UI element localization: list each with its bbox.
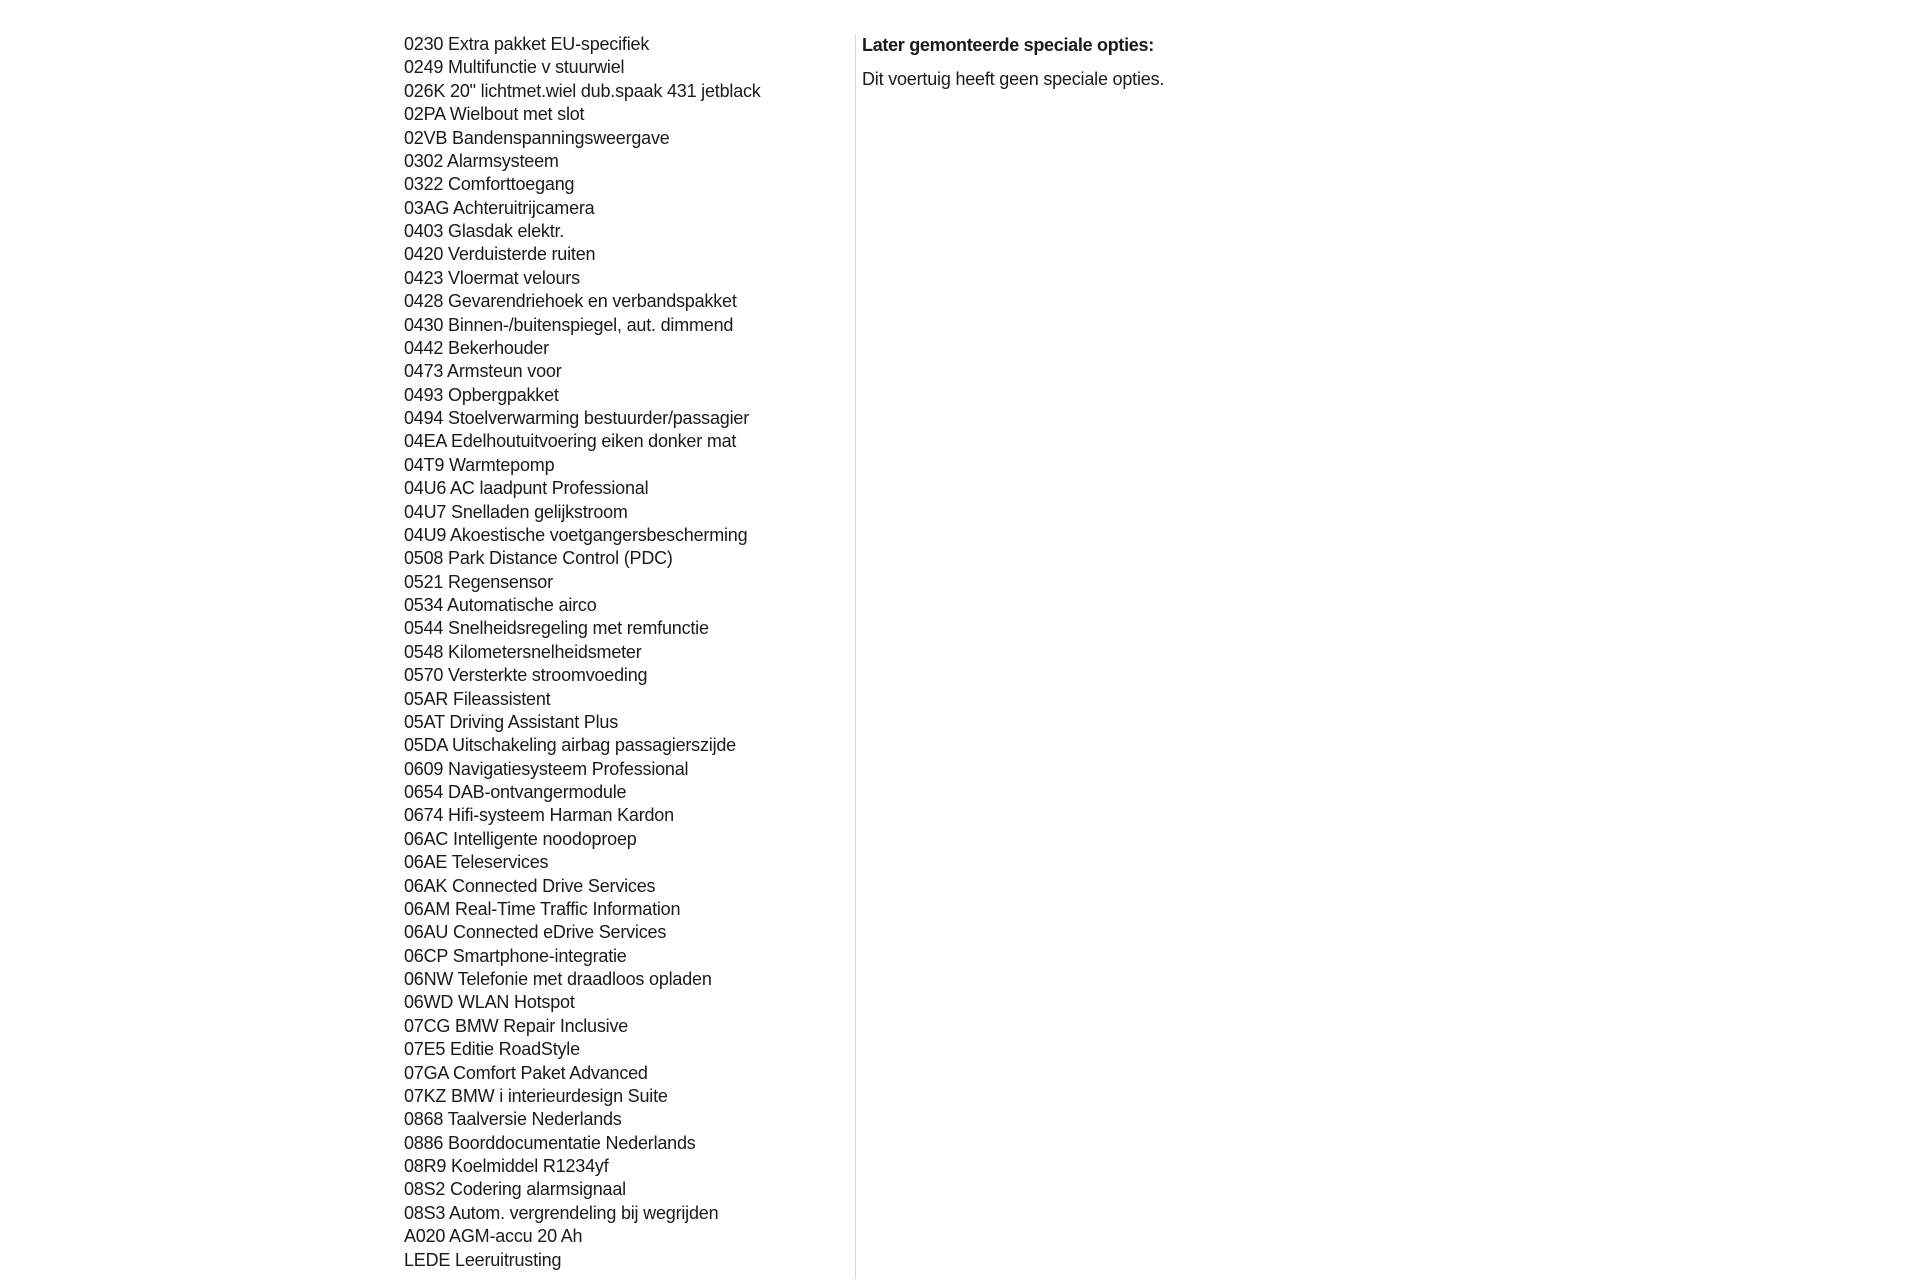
option-item: 0493 Opbergpakket <box>404 384 559 405</box>
option-item: 06NW Telefonie met draadloos opladen <box>404 969 712 989</box>
option-item: 0430 Binnen-/buitenspiegel, aut. dimmend <box>404 314 734 335</box>
option-item: 0473 Armsteun voor <box>404 361 562 382</box>
option-item: 06AK Connected Drive Services <box>404 875 656 896</box>
option-item: 06AE Teleservices <box>404 852 549 873</box>
option-item: 05AT Driving Assistant Plus <box>404 711 619 732</box>
option-item: 08S2 Codering alarmsignaal <box>404 1179 626 1200</box>
option-item: 04U9 Akoestische voetgangersbescherming <box>404 524 748 545</box>
option-item: 0544 Snelheidsregeling met remfunctie <box>404 618 709 639</box>
option-item: 0302 Alarmsysteem <box>404 150 559 171</box>
option-item: 0521 Regensensor <box>404 571 553 592</box>
option-item: 06WD WLAN Hotspot <box>404 992 575 1013</box>
option-item: 04U6 AC laadpunt Professional <box>404 478 649 499</box>
option-item: 0654 DAB-ontvangermodule <box>404 782 627 802</box>
option-item: 0423 Vloermat velours <box>404 267 580 288</box>
column-divider <box>855 34 856 1279</box>
option-item: 0534 Automatische airco <box>404 595 597 615</box>
option-item: 07KZ BMW i interieurdesign Suite <box>404 1085 668 1106</box>
option-item: 08R9 Koelmiddel R1234yf <box>404 1156 609 1176</box>
option-item: 07E5 Editie RoadStyle <box>404 1039 580 1060</box>
option-item: 0674 Hifi-systeem Harman Kardon <box>404 805 674 826</box>
option-item: 0322 Comforttoegang <box>404 174 575 195</box>
option-item: 07GA Comfort Paket Advanced <box>404 1062 648 1083</box>
option-item: 04EA Edelhoutuitvoering eiken donker mat <box>404 431 737 452</box>
option-item: 0886 Boorddocumentatie Nederlands <box>404 1132 696 1153</box>
option-item: 026K 20" lichtmet.wiel dub.spaak 431 jetblack <box>404 80 761 101</box>
later-options-section <box>862 33 1562 91</box>
option-item: 02PA Wielbout met slot <box>404 104 585 125</box>
option-item: 0570 Versterkte stroomvoeding <box>404 665 648 686</box>
option-item: 0420 Verduisterde ruiten <box>404 244 596 265</box>
option-item: 03AG Achteruitrijcamera <box>404 197 595 218</box>
option-item: 04T9 Warmtepomp <box>404 454 555 475</box>
option-item: 07CG BMW Repair Inclusive <box>404 1015 629 1036</box>
option-item: 0230 Extra pakket EU-specifiek <box>404 34 650 54</box>
option-item: 0609 Navigatiesysteem Professional <box>404 758 689 779</box>
option-item: 0403 Glasdak elektr. <box>404 221 565 241</box>
option-item: 06AM Real-Time Traffic Information <box>404 898 681 919</box>
option-item: 05DA Uitschakeling airbag passagierszijde <box>404 735 736 756</box>
option-item: 05AR Fileassistent <box>404 688 551 709</box>
later-options-text: Dit voertuig heeft geen speciale opties. <box>862 69 1165 89</box>
option-item: 0508 Park Distance Control (PDC) <box>404 548 673 569</box>
option-item: LEDE Leeruitrusting <box>404 1249 562 1270</box>
option-item: 0494 Stoelverwarming bestuurder/passagier <box>404 408 749 428</box>
option-item: 0428 Gevarendriehoek en verbandspakket <box>404 291 737 312</box>
option-item: 02VB Bandenspanningsweergave <box>404 127 670 148</box>
option-item: 06AC Intelligente noodoproep <box>404 828 637 849</box>
option-item: 0868 Taalversie Nederlands <box>404 1109 622 1130</box>
option-item: 08S3 Autom. vergrendeling bij wegrijden <box>404 1202 719 1223</box>
option-item: 0442 Bekerhouder <box>404 337 549 358</box>
option-item: 0249 Multifunctie v stuurwiel <box>404 57 625 78</box>
later-options-heading: Later gemonteerde speciale opties: <box>862 35 1154 55</box>
option-item: 06AU Connected eDrive Services <box>404 922 667 943</box>
factory-options-list <box>404 33 844 1272</box>
option-item: 06CP Smartphone-integratie <box>404 945 627 966</box>
option-item: A020 AGM-accu 20 Ah <box>404 1226 583 1247</box>
option-item: 04U7 Snelladen gelijkstroom <box>404 501 628 522</box>
option-item: 0548 Kilometersnelheidsmeter <box>404 641 642 662</box>
